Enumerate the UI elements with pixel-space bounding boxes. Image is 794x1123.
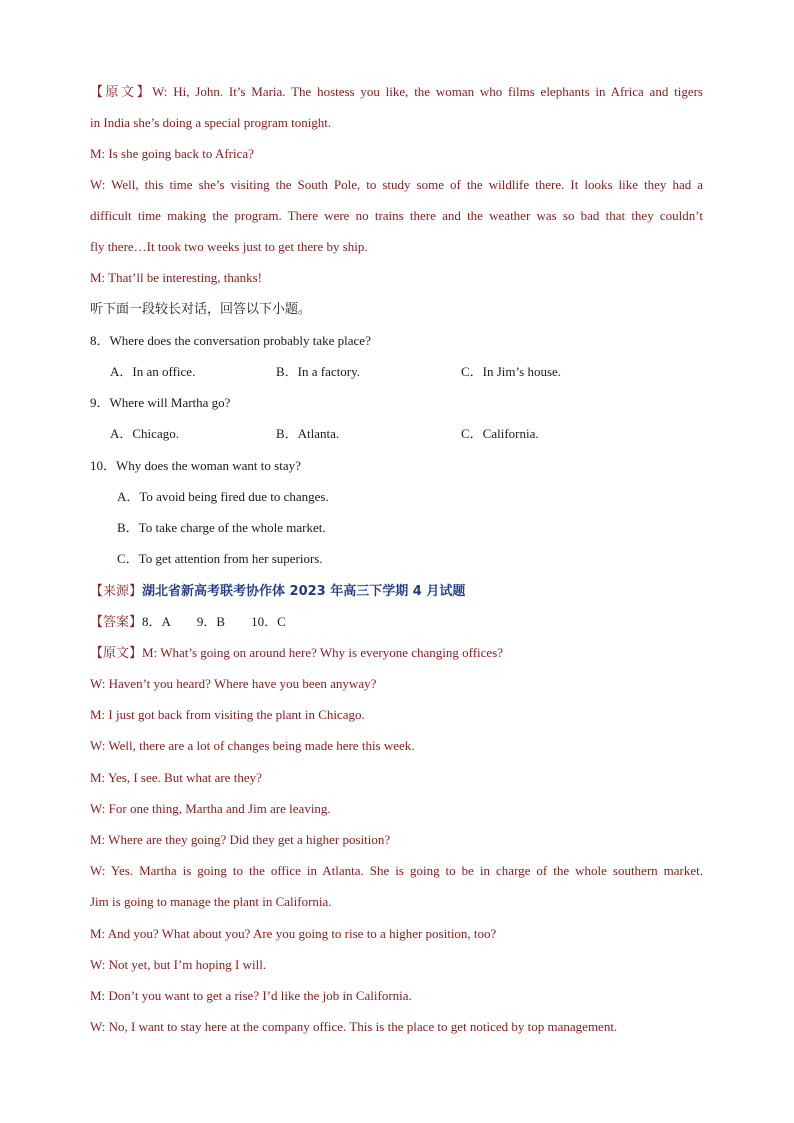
question-9 [90, 395, 230, 411]
transcript-line: Jim is going to manage the plant in California. [90, 894, 332, 909]
transcript-text: M: What’s going on around here? Why is everyone changing offices? [142, 645, 504, 660]
source-line [90, 583, 465, 600]
question-number: 8． [90, 333, 110, 348]
transcript-line: difficult time making the program. There were no trains there and the weather was so bad that they couldn’t [90, 208, 703, 223]
answer-tag: 【答案】 [90, 615, 143, 630]
source-text: 湖北省新高考联考协作体 2023 年高三下学期 4 月试题 [142, 584, 466, 599]
transcript-line: W: Well, this time she’s visiting the South Pole, to study some of the wildlife there. It looks like they had a [90, 177, 703, 192]
option-10b: B．To take charge of the whole market. [117, 520, 326, 535]
question-text: Where does the conversation probably take place? [109, 333, 371, 348]
transcript-line: M: I just got back from visiting the plant in Chicago. [90, 707, 365, 722]
question-10 [90, 458, 301, 474]
question-8 [90, 333, 371, 349]
transcript-line [90, 84, 703, 101]
option-9a: A．Chicago. [110, 426, 179, 441]
question-text: Why does the woman want to stay? [116, 458, 301, 473]
answer-8: 8．A [142, 614, 171, 629]
option-8a: A．In an office. [110, 364, 196, 379]
transcript-line: W: Well, there are a lot of changes being made here this week. [90, 738, 415, 753]
transcript-line: M: Yes, I see. But what are they? [90, 770, 262, 785]
transcript-line: in India she’s doing a special program tonight. [90, 115, 332, 130]
answer-line [90, 614, 286, 631]
option-9b: B．Atlanta. [276, 426, 340, 441]
transcript-line: M: And you? What about you? Are you going to rise to a higher position, too? [90, 926, 497, 941]
transcript-tag: 【原文】 [90, 85, 153, 100]
question-number: 10． [90, 458, 117, 473]
transcript-tag: 【原文】 [90, 646, 143, 661]
transcript-line: fly there…It took two weeks just to get there by ship. [90, 239, 368, 254]
transcript-line: W: Yes. Martha is going to the office in Atlanta. She is going to be in charge of the whole southern market. [90, 863, 703, 878]
instruction-text: 听下面一段较长对话，回答以下小题。 [90, 302, 312, 317]
source-tag: 【来源】 [90, 584, 143, 599]
transcript-line: W: For one thing, Martha and Jim are leaving. [90, 801, 331, 816]
question-text: Where will Martha go? [109, 395, 231, 410]
option-10a: A．To avoid being fired due to changes. [117, 489, 329, 504]
transcript-line: W: Haven’t you heard? Where have you been anyway? [90, 676, 377, 691]
transcript-line: W: Not yet, but I’m hoping I will. [90, 957, 267, 972]
transcript-line: M: That’ll be interesting, thanks! [90, 270, 262, 285]
question-number: 9． [90, 395, 110, 410]
transcript-line: M: Where are they going? Did they get a higher position? [90, 832, 391, 847]
option-10c: C．To get attention from her superiors. [117, 551, 323, 566]
transcript-line: W: No, I want to stay here at the company office. This is the place to get noticed by top management. [90, 1019, 618, 1034]
transcript-text: W: Hi, John. It’s Maria. The hostess you like, the woman who films elephants in Africa and tigers [152, 84, 703, 99]
answer-9: 9．B [196, 614, 226, 629]
transcript-line: M: Is she going back to Africa? [90, 146, 254, 161]
transcript-line [90, 645, 503, 662]
answer-10: 10．C [251, 614, 286, 629]
option-9c: C．California. [461, 426, 539, 441]
option-8c: C．In Jim’s house. [461, 364, 562, 379]
transcript-line: M: Don’t you want to get a rise? I’d like the job in California. [90, 988, 412, 1003]
option-8b: B．In a factory. [276, 364, 360, 379]
